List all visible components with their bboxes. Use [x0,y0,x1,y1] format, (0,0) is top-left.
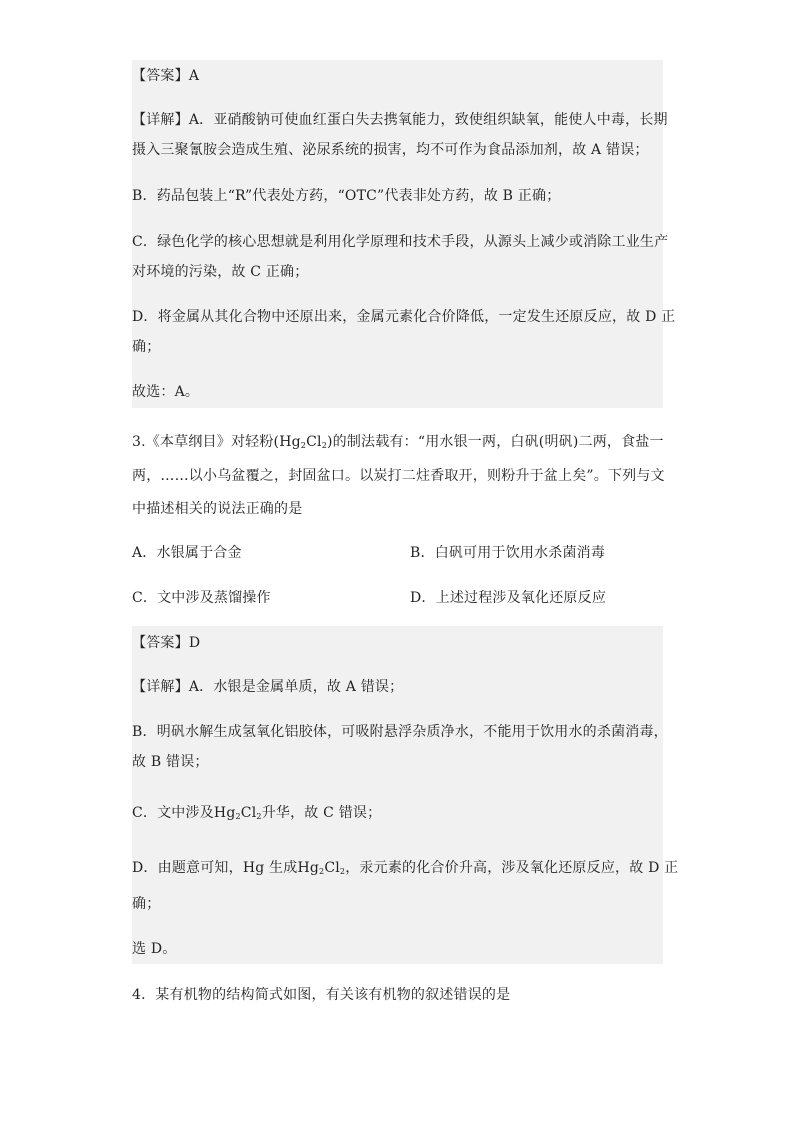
q3-detail-c [132,803,381,827]
detail-text: A．亚硝酸钠可使血红蛋白失去携氧能力，致使组织缺氧，能使人中毒，长期 [188,112,668,128]
detail-text: C．文中涉及 [132,805,214,821]
subscript: 2 [256,812,262,821]
detail-label: 【详解】 [132,679,189,695]
formula-hg2cl2 [279,434,327,450]
subscript: 2 [339,867,346,876]
subscript: 2 [321,441,327,450]
q3-option-d: D．上述过程涉及氧化还原反应 [410,590,607,606]
answer-value: D [188,635,201,651]
q2-detail-c-line1: C．绿色化学的核心思想就是利用化学原理和技术手段，从源头上减少或消除工业生产 [132,234,669,250]
answer-value: A [188,68,200,84]
q3-detail-d-line2: 确； [132,896,161,912]
detail-text: A．水银是金属单质，故 A 错误； [188,679,404,695]
hg-symbol: Hg [297,860,320,876]
q3-detail-a [132,677,403,697]
q3-answer [132,633,200,653]
q3-stem-line3: 中描述相关的说法正确的是 [132,501,303,517]
subscript: 2 [235,812,241,821]
q2-detail-a-line2: 摄入三聚氰胺会造成生殖、泌尿系统的损害，均不可作为食品添加剂，故 A 错误； [132,142,649,158]
q2-detail-a-line1 [132,110,668,130]
answer-label: 【答案】 [132,635,189,651]
q4-stem: 4．某有机物的结构简式如图，有关该有机物的叙述错误的是 [132,987,511,1003]
detail-label: 【详解】 [132,112,189,128]
q2-detail-d-line2: 确； [132,339,161,355]
cl-symbol: Cl [240,805,257,821]
q3-detail-b-line2: 故 B 错误； [132,754,209,770]
q3-conclusion: 选 D。 [132,941,177,957]
q2-conclusion: 故选：A。 [132,384,200,400]
stem-text: 3.《本草纲目》对轻粉( [132,434,280,450]
q3-option-a: A．水银属于合金 [132,545,242,561]
answer-label: 【答案】 [132,68,189,84]
q3-stem-line1 [132,432,664,456]
q2-detail-d-line1: D．将金属从其化合物中还原出来，金属元素化合价降低，一定发生还原反应，故 D 正 [132,309,676,325]
q3-detail-d-line1 [132,858,678,882]
cl-symbol: Cl [306,434,322,450]
subscript: 2 [300,441,307,450]
cl-symbol: Cl [324,860,340,876]
q3-option-b: B．白矾可用于饮用水杀菌消毒 [410,545,606,561]
q3-option-c: C．文中涉及蒸馏操作 [132,590,271,606]
detail-text: D．由题意可知，Hg 生成 [132,860,298,876]
q2-detail-b: B．药品包装上“R”代表处方药，“OTC”代表非处方药，故 B 正确； [132,188,561,204]
detail-text: 升华，故 C 错误； [261,805,382,821]
stem-text: )的制法载有：“用水银一两，白矾(明矾)二两，食盐一 [326,434,664,450]
formula-hg2cl2 [297,860,345,876]
q2-answer [132,66,199,86]
subscript: 2 [319,867,325,876]
hg-symbol: Hg [213,805,236,821]
q3-stem-line2: 两，……以小乌盆覆之，封固盆口。以炭打二炷香取开，则粉升于盆上矣”。下列与文 [132,468,665,484]
hg-symbol: Hg [279,434,301,450]
formula-hg2cl2 [214,805,262,821]
detail-text: ，汞元素的化合价升高，涉及氧化还原反应，故 D 正 [345,860,679,876]
q3-detail-b-line1: B．明矾水解生成氢氧化铝胶体，可吸附悬浮杂质净水，不能用于饮用水的杀菌消毒， [132,724,668,740]
q2-detail-c-line2: 对环境的污染，故 C 正确； [132,264,309,280]
